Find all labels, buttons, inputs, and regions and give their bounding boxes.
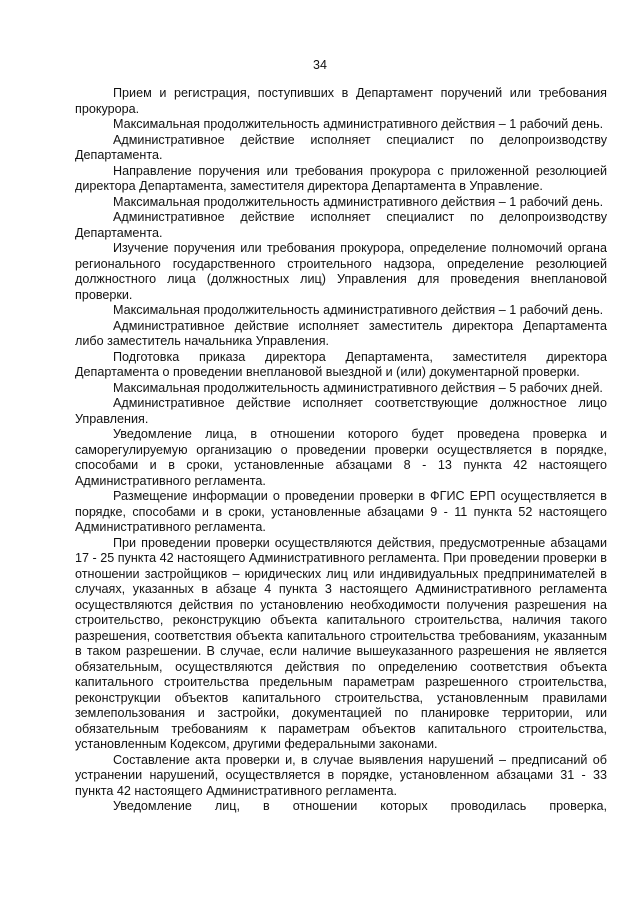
paragraph: Размещение информации о проведении проверки в ФГИС ЕРП осуществляется в порядке, способами и в сроки, установленные абзацами 9 - 11 пункта 52 настоящего Административного регламента.: [75, 489, 607, 534]
paragraph: Административное действие исполняет заместитель директора Департамента либо заместитель начальника Управления.: [75, 318, 607, 348]
paragraph: Изучение поручения или требования прокурора, определение полномочий органа регионального государственного строительного надзора, определение резолюцией должностного лица (должностных лиц) Управления для проведения внеплановой проверки.: [75, 241, 607, 302]
paragraph: Направление поручения или требования прокурора с приложенной резолюцией директора Департамента, заместителя директора Департамента в Управление.: [75, 163, 607, 193]
paragraph: Прием и регистрация, поступивших в Департамент поручений или требования прокурора.: [75, 86, 607, 116]
page-number: 34: [313, 58, 327, 72]
paragraph: Составление акта проверки и, в случае выявления нарушений – предписаний об устранении нарушений, осуществляется в порядке, установленном абзацами 31 - 33 пункта 42 настоящего Административного регламента.: [75, 752, 607, 798]
paragraph: При проведении проверки осуществляются действия, предусмотренные абзацами 17 - 25 пункта 42 настоящего Административного регламента. При проведении проверки в отношении застройщиков – юридических лиц или индивидуальных предпринимателей в случаях, указанных в абзаце 4 пункта 3 настоящего Административного регламента осуществляются действия по установлению необходимости получения разрешения на строительство, реконструкцию объекта капитального строительства, наличия такого разрешения, соответствия объекта капитального строительства требованиям, указанным в таком разрешении. В случае, если наличие вышеуказанного разрешения не является обязательным, осуществляются действия по определению соответствия объекта капитального строительства предельным параметрам разрешенного строительства, реконструкции объектов капитального строительства, установленным правилами землепользования и застройки, документацией по планировке территории, или обязательным требованиям к параметрам объектов капитального строительства, установленным Кодексом, другими федеральными законами.: [75, 535, 607, 751]
paragraph: Максимальная продолжительность административного действия – 1 рабочий день.: [113, 303, 604, 317]
paragraph: Максимальная продолжительность административного действия – 5 рабочих дней.: [113, 380, 603, 395]
paragraph: Административное действие исполняет соответствующие должностное лицо Управления.: [75, 396, 607, 426]
paragraph: Максимальная продолжительность административного действия – 1 рабочий день.: [113, 117, 604, 131]
document-body: [75, 86, 607, 815]
paragraph: Административное действие исполняет специалист по делопроизводству Департамента.: [75, 132, 607, 162]
paragraph: Уведомление лиц, в отношении которых проводилась проверка,: [113, 799, 607, 813]
paragraph: Подготовка приказа директора Департамента, заместителя директора Департамента о проведении внеплановой выездной и (или) документарной проверки.: [75, 349, 607, 379]
paragraph: Максимальная продолжительность административного действия – 1 рабочий день.: [113, 194, 604, 209]
paragraph: Административное действие исполняет специалист по делопроизводству Департамента.: [75, 210, 607, 240]
paragraph: Уведомление лица, в отношении которого будет проведена проверка и саморегулируемую организацию о проведении проверки осуществляется в порядке, способами и в сроки, установленные абзацами 8 - 13 пункта 42 настоящего Административного регламента.: [75, 427, 607, 488]
